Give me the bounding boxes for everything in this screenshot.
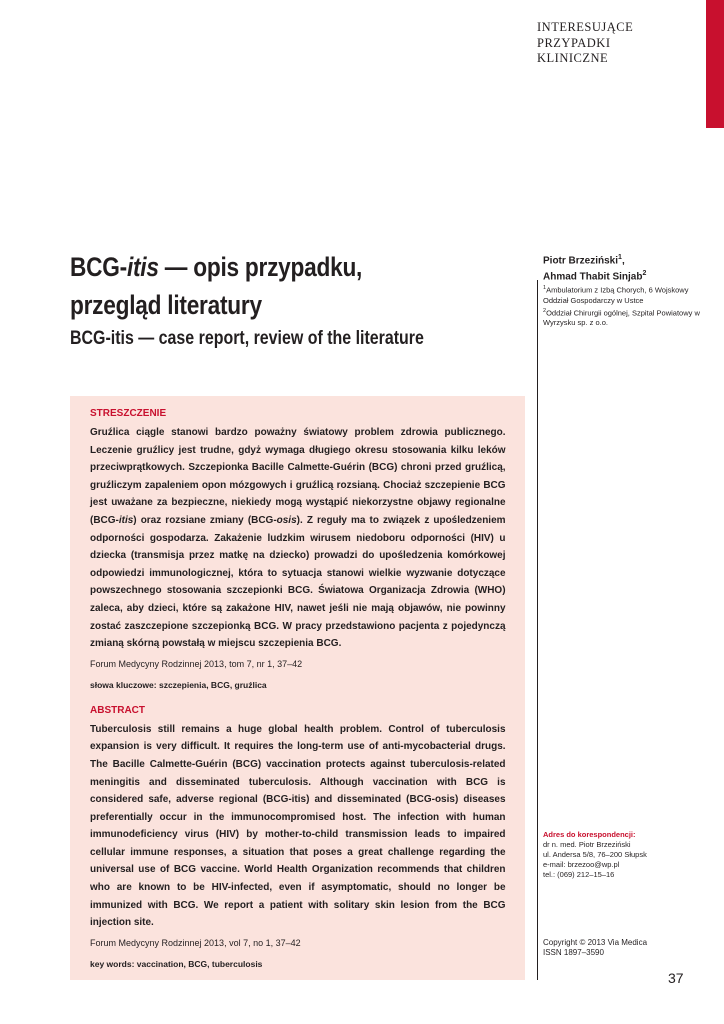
abstract-en-text: Tuberculosis still remains a huge global health problem. Control of tuberculosis expansion is very difficult. It requires the long-term use of anti-mycobacterial drugs. The Bacille Calmette-Guérin (BCG) vaccination protects against tuberculosis-related meningitis and disseminated tuberculosis. Although vaccination with BCG is considered safe, adverse regional (BCG-itis) and disseminated (BCG-osis) diseases preferentially occur in the immunocompromised host. The infection with human immunodeficiency virus (HIV) by mother-to-child transmission leads to impaired cellular immune responses, a situation that poses a great challenge regarding the universal use of BCG vaccine. World Health Organization recommends that children who are known to be HIV-infected, even if asymptomatic, should no longer be immunized with BCG. We report a patient with solitary skin lesion from the BCG injection site. (90, 723, 506, 929)
abstract-pl-italic: osis (276, 514, 297, 526)
correspondence-phone: tel.: (069) 212–15–16 (543, 870, 615, 879)
abstract-pl-part: Gruźlica ciągle stanowi bardzo poważny światowy problem zdrowia publicznego. Leczenie gruźlicy jest trudne, gdyż wymaga długiego okresu stosowania kilku leków przeciwprątkowych. Szczepionka Bacille Calmette-Guérin (BCG) chroni przed gruźlicą, gruźliczym zapaleniem opon mózgowych i gruźlicą rozsianą. Chociaż szczepienie BCG jest uważane za bezpieczne, niekiedy mogą wystąpić niekorzystne objawy regionalne (BCG- (90, 427, 506, 526)
abstract-pl-citation: Forum Medycyny Rodzinnej 2013, tom 7, nr 1, 37–42 (90, 658, 303, 669)
affiliations (543, 283, 713, 328)
abstract-pl-text (90, 424, 506, 653)
title-suffix: — opis przypadku, (158, 252, 363, 282)
affiliation-2 (543, 306, 713, 329)
copyright (543, 938, 713, 958)
author-1 (543, 251, 713, 267)
article-title (70, 248, 456, 324)
abstract-pl-part: ). Z reguły ma to związek z upośledzeniem odporności gospodarza. Zakażenie ludzkim wirusem niedoboru odporności (HIV) u dziecka (transmisja przez matkę na dziecko) prowadzi do upośledzenia komórkowej odpowiedzi immunologicznej, która to sytuacja stanowi wielkie wyzwanie dotyczące powszechnego stosowania szczepionki BCG. Światowa Organizacja Zdrowia (WHO) zaleca, aby dzieci, które są zakażone HIV, nawet jeśli nie mają objawów, nie powinny zostać zaszczepione szczepionką BCG. W pracy przedstawiono pacjenta z pojedynczą zmianą skórną powstałą w miejscu szczepienia BCG. (90, 514, 506, 650)
page-number: 37 (668, 970, 684, 986)
title-prefix: BCG- (70, 252, 127, 282)
authors (543, 251, 713, 284)
title-italic: itis (126, 252, 159, 282)
copyright-line: Copyright © 2013 Via Medica (543, 938, 648, 947)
abstract-pl-heading: STRESZCZENIE (90, 408, 167, 419)
affiliation-sup: 1 (543, 285, 547, 291)
abstract-en-keywords: key words: vaccination, BCG, tuberculosis (90, 958, 263, 969)
abstract-en-citation: Forum Medycyny Rodzinnej 2013, vol 7, no 1, 37–42 (90, 937, 301, 948)
column-divider (537, 280, 538, 980)
author-separator: , (621, 255, 625, 267)
section-tag-line: KLINICZNE (537, 51, 609, 65)
abstract-pl-keywords: słowa kluczowe: szczepienia, BCG, gruźlica (90, 679, 267, 690)
affiliation-text: Ambulatorium z Izbą Chorych, 6 Wojskowy Oddział Gospodarczy w Ustce (543, 285, 689, 305)
author-sup: 1 (618, 254, 622, 261)
correspondence-line: dr n. med. Piotr Brzeziński (543, 840, 631, 849)
section-tag-line: INTERESUJĄCE (537, 20, 634, 34)
affiliation-text: Oddział Chirurgii ogólnej, Szpital Powiatowy w Wyrzysku sp. z o.o. (543, 308, 700, 327)
section-tag (537, 20, 687, 67)
affiliation-1 (543, 283, 713, 306)
correspondence (543, 830, 713, 880)
section-tag-line: PRZYPADKI (537, 35, 611, 50)
correspondence-line: ul. Andersa 5/8, 76–200 Słupsk (543, 850, 647, 859)
affiliation-sup: 2 (543, 307, 547, 314)
title-line-2: przegląd literatury (70, 290, 262, 320)
abstract-pl-part: ) oraz rozsiane zmiany (BCG- (133, 514, 277, 526)
author-name: Piotr Brzeziński (543, 255, 619, 267)
section-color-bar (706, 0, 724, 128)
abstract-box (70, 396, 525, 980)
abstract-pl-italic: itis (118, 514, 134, 526)
author-name: Ahmad Thabit Sinjab (543, 271, 643, 283)
author-sup: 2 (642, 270, 647, 278)
correspondence-email: e-mail: brzezoo@wp.pl (543, 860, 620, 869)
issn-line: ISSN 1897–3590 (543, 948, 604, 957)
author-2 (543, 267, 713, 283)
english-title: BCG-itis — case report, review of the literature (70, 328, 424, 349)
correspondence-label: Adres do korespondencji: (543, 830, 636, 839)
title-line-1 (70, 248, 456, 286)
abstract-en-heading: ABSTRACT (90, 704, 145, 716)
